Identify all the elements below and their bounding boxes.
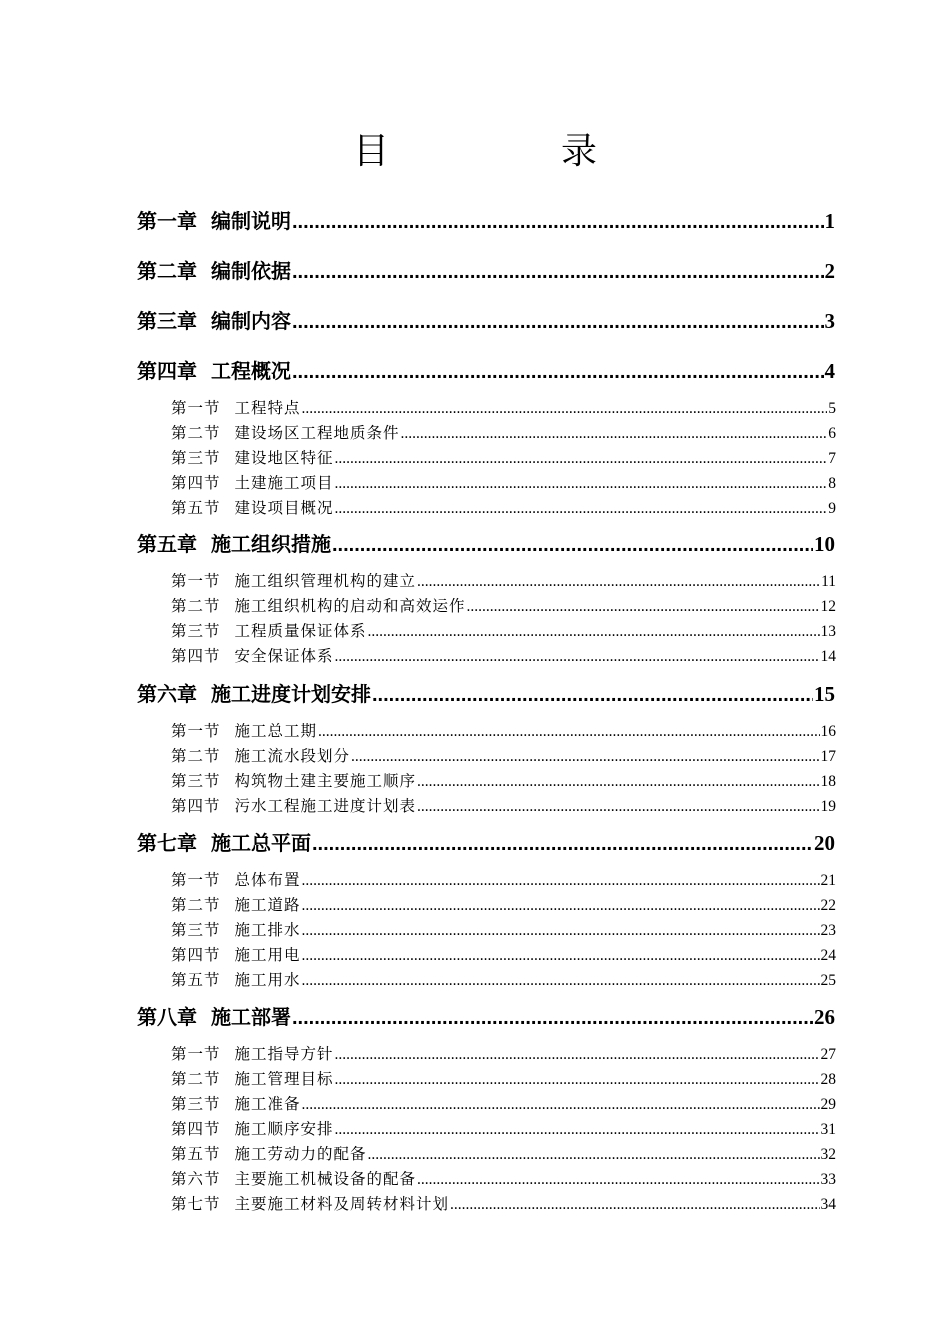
toc-entry-number: 第五节	[171, 971, 221, 989]
toc-section-entry[interactable]	[171, 1168, 836, 1191]
toc-leader-dots	[335, 473, 828, 495]
toc-page-number: 1	[824, 209, 835, 233]
toc-page-number: 34	[820, 1196, 836, 1213]
toc-section-entry[interactable]	[171, 570, 836, 593]
toc-page-number: 5	[828, 400, 836, 417]
toc-leader-dots	[335, 1044, 820, 1066]
toc-entry-title: 编制内容	[211, 309, 291, 333]
toc-leader-dots	[467, 596, 820, 618]
toc-entry-title: 建设场区工程地质条件	[234, 424, 400, 442]
toc-chapter-entry[interactable]	[137, 530, 835, 559]
toc-entry-number: 第八章	[137, 1005, 197, 1029]
toc-page-number: 10	[814, 532, 835, 556]
toc-entry-number: 第四节	[171, 797, 221, 815]
toc-section-entry[interactable]	[171, 1193, 836, 1216]
toc-section-entry[interactable]	[171, 595, 836, 618]
toc-entry-number: 第五节	[171, 1145, 221, 1163]
toc-leader-dots	[302, 920, 820, 942]
toc-page-number: 20	[814, 831, 835, 855]
toc-entry-title: 施工排水	[234, 921, 301, 939]
toc-section-entry[interactable]	[171, 397, 836, 420]
toc-section-entry[interactable]	[171, 745, 836, 768]
toc-entry-title: 施工用水	[234, 971, 301, 989]
toc-leader-dots	[417, 771, 819, 793]
toc-section-entry[interactable]	[171, 894, 836, 917]
toc-leader-dots	[335, 448, 828, 470]
toc-section-entry[interactable]	[171, 645, 836, 668]
page-title: 目 录	[352, 131, 665, 172]
toc-section-entry[interactable]	[171, 869, 836, 892]
toc-leader-dots	[335, 1119, 820, 1141]
toc-leader-dots	[292, 258, 824, 286]
toc-section-entry[interactable]	[171, 620, 836, 643]
toc-entry-number: 第二节	[171, 597, 221, 615]
toc-leader-dots	[335, 498, 828, 520]
toc-chapter-entry[interactable]	[137, 257, 835, 286]
toc-entry-title: 工程特点	[234, 399, 301, 417]
toc-section-entry[interactable]	[171, 969, 836, 992]
toc-leader-dots	[312, 830, 813, 858]
toc-page-number: 16	[820, 723, 836, 740]
toc-section-entry[interactable]	[171, 497, 836, 520]
toc-entry-number: 第一章	[137, 209, 197, 233]
toc-entry-title: 施工流水段划分	[234, 747, 351, 765]
toc-entry-title: 主要施工机械设备的配备	[234, 1170, 417, 1188]
toc-section-entry[interactable]	[171, 1118, 836, 1141]
toc-entry-title: 污水工程施工进度计划表	[234, 797, 417, 815]
toc-entry-number: 第一节	[171, 871, 221, 889]
toc-entry-number: 第三节	[171, 772, 221, 790]
toc-section-entry[interactable]	[171, 720, 836, 743]
toc-entry-title: 建设项目概况	[234, 499, 334, 517]
toc-entry-number: 第三章	[137, 309, 197, 333]
toc-section-entry[interactable]	[171, 795, 836, 818]
toc-page-number: 32	[820, 1146, 836, 1163]
toc-section-entry[interactable]	[171, 447, 836, 470]
toc-page-number: 18	[820, 773, 836, 790]
toc-leader-dots	[401, 423, 828, 445]
toc-entry-number: 第二节	[171, 424, 221, 442]
toc-entry-title: 主要施工材料及周转材料计划	[234, 1195, 450, 1213]
toc-entry-title: 建设地区特征	[234, 449, 334, 467]
toc-entry-number: 第二章	[137, 259, 197, 283]
toc-entry-number: 第三节	[171, 449, 221, 467]
toc-leader-dots	[332, 531, 813, 559]
toc-page-number: 2	[824, 259, 835, 283]
toc-entry-number: 第六章	[137, 682, 197, 706]
toc-page-number: 9	[828, 500, 836, 517]
toc-entry-number: 第二节	[171, 747, 221, 765]
toc-page-number: 11	[821, 573, 836, 590]
toc-chapter-entry[interactable]	[137, 207, 835, 236]
toc-leader-dots	[450, 1194, 819, 1216]
toc-entry-title: 施工组织管理机构的建立	[234, 572, 417, 590]
toc-page-number: 22	[820, 897, 836, 914]
toc-entry-title: 施工组织机构的启动和高效运作	[234, 597, 466, 615]
toc-leader-dots	[302, 1094, 820, 1116]
toc-page-number: 23	[820, 922, 836, 939]
toc-page-number: 12	[820, 598, 836, 615]
toc-leader-dots	[302, 895, 820, 917]
toc-page-number: 6	[828, 425, 836, 442]
toc-entry-title: 施工管理目标	[234, 1070, 334, 1088]
toc-entry-title: 施工劳动力的配备	[234, 1145, 367, 1163]
toc-leader-dots	[302, 945, 820, 967]
toc-entry-title: 总体布置	[234, 871, 301, 889]
toc-entry-number: 第七章	[137, 831, 197, 855]
toc-entry-title: 施工总平面	[211, 831, 311, 855]
toc-entry-title: 施工用电	[234, 946, 301, 964]
toc-page-number: 7	[828, 450, 836, 467]
toc-leader-dots	[368, 621, 820, 643]
toc-leader-dots	[302, 398, 828, 420]
toc-leader-dots	[292, 208, 824, 236]
toc-page-number: 33	[820, 1171, 836, 1188]
toc-section-entry[interactable]	[171, 1068, 836, 1091]
toc-chapter-entry[interactable]	[137, 829, 835, 858]
toc-entry-number: 第四节	[171, 1120, 221, 1138]
toc-entry-number: 第四节	[171, 946, 221, 964]
toc-entry-title: 编制依据	[211, 259, 291, 283]
toc-page-number: 21	[820, 872, 836, 889]
toc-page-number: 27	[820, 1046, 836, 1063]
toc-entry-title: 施工进度计划安排	[211, 682, 371, 706]
toc-entry-number: 第二节	[171, 1070, 221, 1088]
toc-entry-number: 第一节	[171, 399, 221, 417]
toc-entry-title: 施工顺序安排	[234, 1120, 334, 1138]
toc-entry-title: 施工指导方针	[234, 1045, 334, 1063]
toc-chapter-entry[interactable]	[137, 357, 835, 386]
toc-section-entry[interactable]	[171, 1043, 836, 1066]
toc-entry-title: 构筑物土建主要施工顺序	[234, 772, 417, 790]
toc-entry-number: 第四章	[137, 359, 197, 383]
toc-entry-title: 施工部署	[211, 1005, 291, 1029]
toc-leader-dots	[302, 970, 820, 992]
toc-entry-number: 第一节	[171, 722, 221, 740]
toc-page-number: 29	[820, 1096, 836, 1113]
toc-page-number: 15	[814, 682, 835, 706]
toc-entry-number: 第一节	[171, 1045, 221, 1063]
toc-leader-dots	[335, 646, 820, 668]
toc-entry-number: 第七节	[171, 1195, 221, 1213]
toc-leader-dots	[292, 358, 824, 386]
toc-entry-title: 工程概况	[211, 359, 291, 383]
toc-entry-title: 施工准备	[234, 1095, 301, 1113]
toc-section-entry[interactable]	[171, 1093, 836, 1116]
toc-section-entry[interactable]	[171, 422, 836, 445]
toc-section-entry[interactable]	[171, 472, 836, 495]
toc-leader-dots	[417, 1169, 819, 1191]
toc-entry-title: 施工组织措施	[211, 532, 331, 556]
toc-section-entry[interactable]	[171, 944, 836, 967]
toc-leader-dots	[368, 1144, 820, 1166]
toc-entry-number: 第二节	[171, 896, 221, 914]
toc-section-entry[interactable]	[171, 1143, 836, 1166]
toc-page-number: 25	[820, 972, 836, 989]
toc-page-number: 4	[824, 359, 835, 383]
toc-entry-title: 施工总工期	[234, 722, 318, 740]
toc-leader-dots	[292, 1004, 813, 1032]
toc-entry-number: 第四节	[171, 647, 221, 665]
toc-chapter-entry[interactable]	[137, 1003, 835, 1032]
toc-chapter-entry[interactable]	[137, 307, 835, 336]
toc-entry-number: 第六节	[171, 1170, 221, 1188]
toc-entry-number: 第一节	[171, 572, 221, 590]
toc-page-number: 14	[820, 648, 836, 665]
toc-page-number: 13	[820, 623, 836, 640]
toc-page-number: 26	[814, 1005, 835, 1029]
toc-entry-title: 工程质量保证体系	[234, 622, 367, 640]
toc-page-number: 19	[820, 798, 836, 815]
toc-leader-dots	[335, 1069, 820, 1091]
toc-page-number: 31	[820, 1121, 836, 1138]
toc-entry-title: 编制说明	[211, 209, 291, 233]
toc-entry-number: 第三节	[171, 622, 221, 640]
toc-entry-number: 第五节	[171, 499, 221, 517]
toc-entry-number: 第五章	[137, 532, 197, 556]
toc-section-entry[interactable]	[171, 770, 836, 793]
toc-leader-dots	[351, 746, 819, 768]
toc-chapter-entry[interactable]	[137, 680, 835, 709]
toc-leader-dots	[302, 870, 820, 892]
toc-leader-dots	[417, 796, 819, 818]
toc-leader-dots	[292, 308, 824, 336]
toc-entry-number: 第四节	[171, 474, 221, 492]
toc-entry-title: 安全保证体系	[234, 647, 334, 665]
toc-page-number: 17	[820, 748, 836, 765]
toc-entry-number: 第三节	[171, 921, 221, 939]
toc-leader-dots	[372, 681, 813, 709]
toc-page-number: 24	[820, 947, 836, 964]
toc-section-entry[interactable]	[171, 919, 836, 942]
toc-page-number: 3	[824, 309, 835, 333]
toc-page-number: 8	[828, 475, 836, 492]
toc-page-number: 28	[820, 1071, 836, 1088]
toc-entry-number: 第三节	[171, 1095, 221, 1113]
toc-leader-dots	[318, 721, 819, 743]
toc-leader-dots	[417, 571, 820, 593]
toc-entry-title: 施工道路	[234, 896, 301, 914]
toc-entry-title: 土建施工项目	[234, 474, 334, 492]
